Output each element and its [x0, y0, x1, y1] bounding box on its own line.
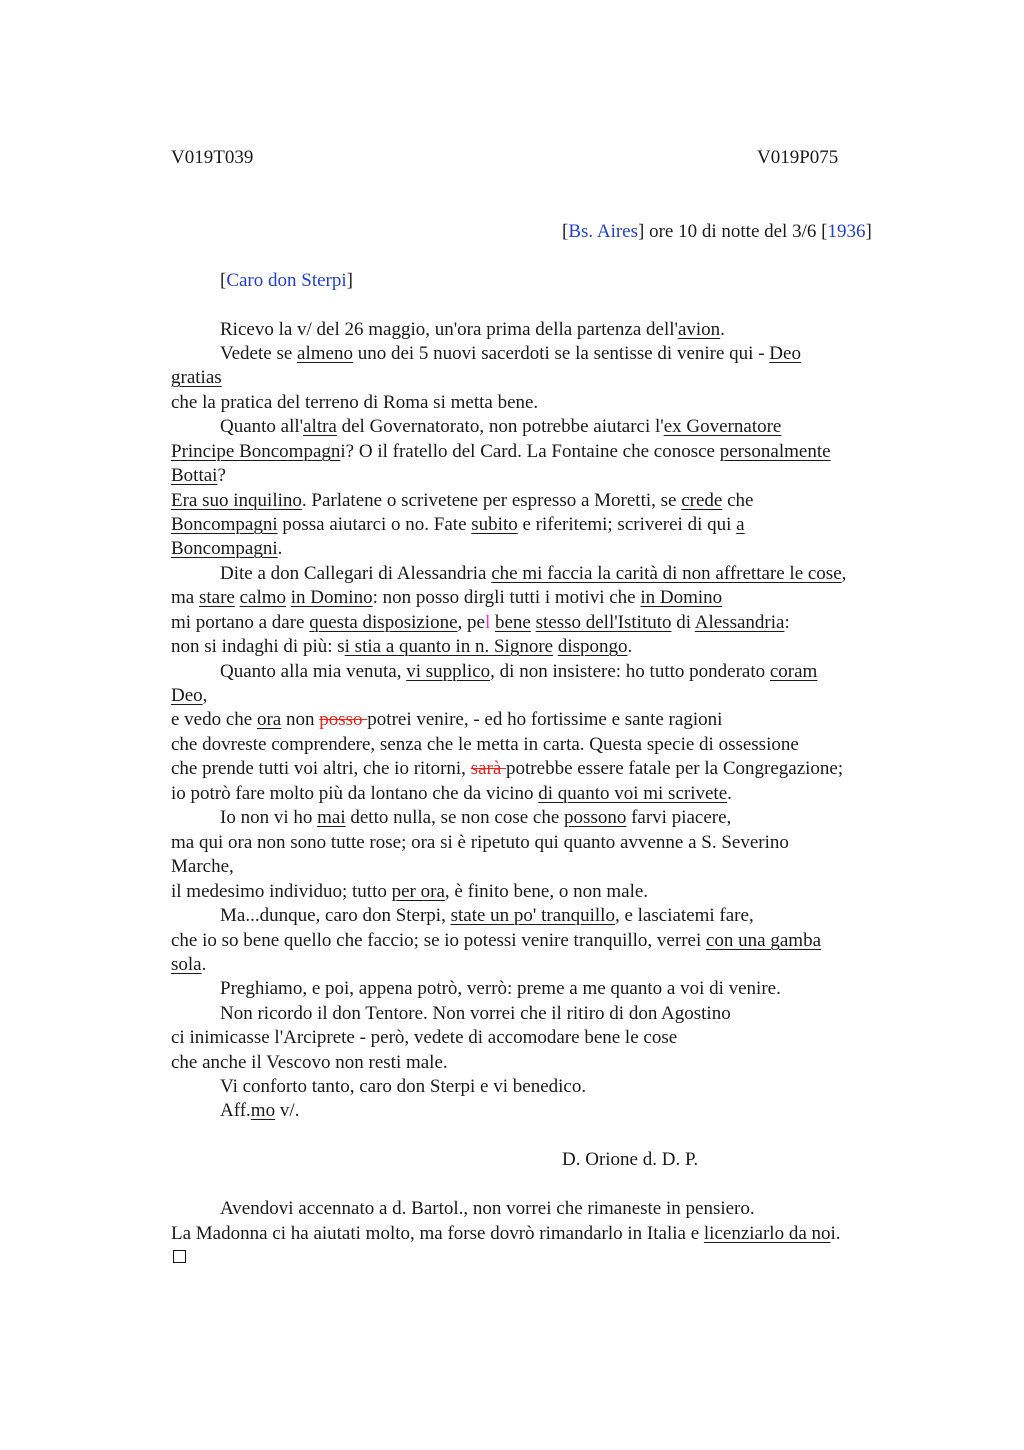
text-line: Io non vi ho mai detto nulla, se non cose che possono farvi piacere,: [220, 807, 732, 828]
text-line: io potrò fare molto più da lontano che da vicino di quanto voi mi scrivete.: [171, 783, 732, 804]
dateline-year: 1936: [827, 221, 866, 242]
text-line: e vedo che ora non posso potrei venire, - ed ho fortissime e sante ragioni: [171, 709, 723, 730]
text-line: che dovreste comprendere, senza che le metta in carta. Questa specie di ossessione: [171, 734, 799, 755]
text-line: Principe Boncompagni? O il fratello del Card. La Fontaine che conosce personalmente: [171, 441, 831, 462]
text-line: Quanto alla mia venuta, vi supplico, di non insistere: ho tutto ponderato coram: [220, 661, 818, 682]
text-line: che prende tutti voi altri, che io ritorni, sarà potrebbe essere fatale per la Congregazione;: [171, 758, 844, 779]
text-line: che la pratica del terreno di Roma si metta bene.: [171, 392, 539, 413]
header-left-code: V019T039: [171, 147, 254, 168]
dateline-place: Bs. Aires: [568, 221, 639, 242]
signature: D. Orione d. D. P.: [562, 1149, 699, 1170]
text-line: mi portano a dare questa disposizione, pel bene stesso dell'Istituto di Alessandria:: [171, 612, 790, 633]
text-line: gratias: [171, 367, 222, 388]
text-line: che anche il Vescovo non resti male.: [171, 1052, 448, 1073]
text-line: Marche,: [171, 856, 234, 877]
text-line: sola.: [171, 954, 207, 975]
text-line: ma qui ora non sono tutte rose; ora si è ripetuto qui quanto avvenne a S. Severino: [171, 832, 789, 853]
text-line: La Madonna ci ha aiutati molto, ma forse dovrò rimandarlo in Italia e licenziarlo da noi.: [171, 1223, 841, 1244]
text-line: non si indaghi di più: si stia a quanto in n. Signore dispongo.: [171, 636, 633, 657]
inserted-letter: l: [484, 612, 491, 633]
text-line: Aff.mo v/.: [220, 1100, 300, 1121]
text-line: Ricevo la v/ del 26 maggio, un'ora prima della partenza dell'avion.: [220, 319, 725, 340]
text-line: Vi conforto tanto, caro don Sterpi e vi benedico.: [220, 1076, 587, 1097]
text-line: Non ricordo il don Tentore. Non vorrei che il ritiro di don Agostino: [220, 1003, 731, 1024]
salutation: [Caro don Sterpi]: [220, 270, 353, 291]
text-line: Bottai?: [171, 465, 226, 486]
text-line: Dite a don Callegari di Alessandria che mi faccia la carità di non affrettare le cose,: [220, 563, 847, 584]
dateline: [Bs. Aires] ore 10 di notte del 3/6 [1936]: [562, 221, 872, 242]
text-line: Vedete se almeno uno dei 5 nuovi sacerdoti se la sentisse di venire qui - Deo: [220, 343, 801, 364]
text-line: Boncompagni.: [171, 538, 283, 559]
struck-word: sarà: [470, 758, 507, 779]
text-line: Preghiamo, e poi, appena potrò, verrò: preme a me quanto a voi di venire.: [220, 978, 781, 999]
struck-word: posso: [319, 709, 368, 730]
text-line: ma stare calmo in Domino: non posso dirgli tutti i motivi che in Domino: [171, 587, 723, 608]
text-line: Ma...dunque, caro don Sterpi, state un po' tranquillo, e lasciatemi fare,: [220, 905, 754, 926]
text-line: Quanto all'altra del Governatorato, non potrebbe aiutarci l'ex Governatore: [220, 416, 782, 437]
text-line: Boncompagni possa aiutarci o no. Fate subito e riferitemi; scriverei di qui a: [171, 514, 745, 535]
text-line: Deo,: [171, 685, 208, 706]
text-line: Era suo inquilino. Parlatene o scrivetene per espresso a Moretti, se crede che: [171, 490, 754, 511]
text-line: il medesimo individuo; tutto per ora, è finito bene, o non male.: [171, 881, 649, 902]
end-marker-box: [173, 1250, 186, 1263]
header-right-code: V019P075: [757, 147, 839, 168]
text-line: che io so bene quello che faccio; se io potessi venire tranquillo, verrei con una gamba: [171, 930, 821, 951]
text-line: ci inimicasse l'Arciprete - però, vedete di accomodare bene le cose: [171, 1027, 678, 1048]
text-line: Avendovi accennato a d. Bartol., non vorrei che rimaneste in pensiero.: [220, 1198, 755, 1219]
